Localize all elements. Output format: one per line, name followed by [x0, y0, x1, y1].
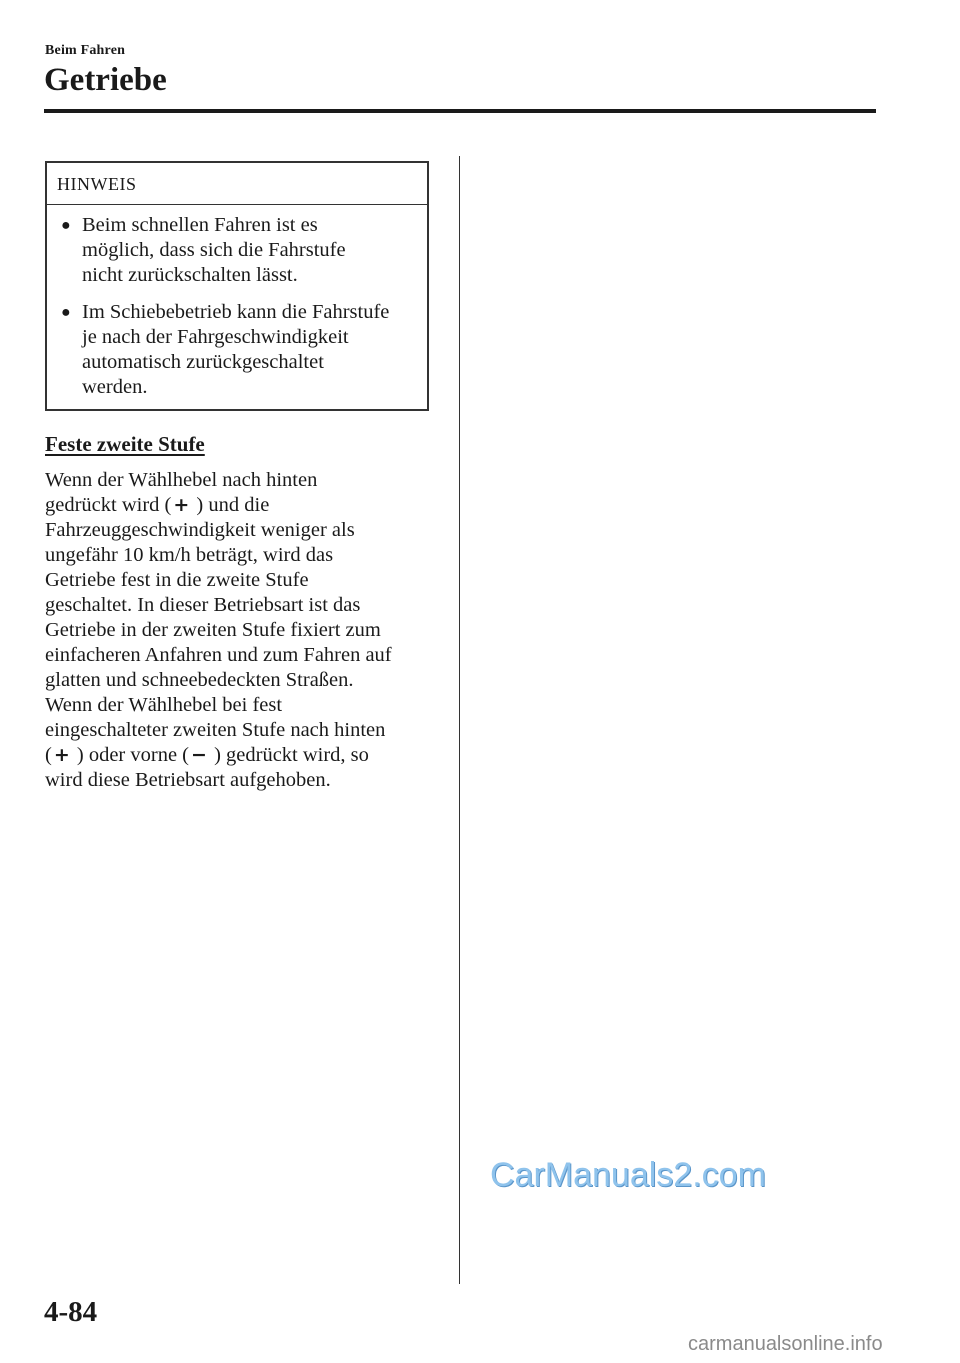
bullet-icon: ●	[61, 304, 71, 321]
page-title: Getriebe	[44, 62, 167, 98]
body-line: eingeschalteter zweiten Stufe nach hinten	[45, 719, 386, 741]
note-list	[47, 205, 427, 400]
watermark-logo: CarManuals2.com	[490, 1156, 766, 1194]
title-rule	[44, 109, 876, 113]
note-line: Beim schnellen Fahren ist es	[82, 214, 318, 236]
note-line: werden.	[82, 376, 148, 398]
section-body	[45, 468, 440, 793]
note-item	[47, 300, 427, 400]
body-line: gedrückt wird ( + ) und die	[45, 494, 270, 516]
section-heading: Feste zweite Stufe	[45, 432, 205, 456]
body-line: Fahrzeuggeschwindigkeit weniger als	[45, 519, 355, 541]
watermark-site: carmanualsonline.info	[688, 1333, 883, 1355]
body-line: Wenn der Wählhebel bei fest	[45, 694, 283, 716]
bullet-icon: ●	[61, 217, 71, 234]
plus-icon: +	[53, 744, 70, 766]
note-line: je nach der Fahrgeschwindigkeit	[82, 326, 349, 348]
note-line: nicht zurückschalten lässt.	[82, 264, 298, 286]
body-line: ungefähr 10 km/h beträgt, wird das	[45, 544, 334, 566]
note-item	[47, 213, 427, 288]
body-line: geschaltet. In dieser Betriebsart ist das	[45, 594, 361, 616]
body-line: Wenn der Wählhebel nach hinten	[45, 469, 318, 491]
minus-icon: −	[191, 744, 207, 766]
note-line: Im Schiebebetrieb kann die Fahrstufe	[82, 301, 390, 323]
note-line: automatisch zurückgeschaltet	[82, 351, 324, 373]
note-line: möglich, dass sich die Fahrstufe	[82, 239, 346, 261]
body-line: Getriebe in der zweiten Stufe fixiert zum	[45, 619, 381, 641]
body-line: einfacheren Anfahren und zum Fahren auf	[45, 644, 392, 666]
note-box	[45, 161, 429, 411]
section-label: Beim Fahren	[45, 43, 126, 58]
body-line: ( + ) oder vorne ( − ) gedrückt wird, so	[45, 744, 369, 766]
plus-icon: +	[173, 494, 190, 516]
column-divider	[459, 156, 460, 1284]
body-line: Getriebe fest in die zweite Stufe	[45, 569, 309, 591]
page-number: 4-84	[44, 1296, 98, 1328]
body-line: glatten und schneebedeckten Straßen.	[45, 669, 354, 691]
body-line: wird diese Betriebsart aufgehoben.	[45, 769, 331, 791]
note-heading: HINWEIS	[47, 163, 427, 205]
